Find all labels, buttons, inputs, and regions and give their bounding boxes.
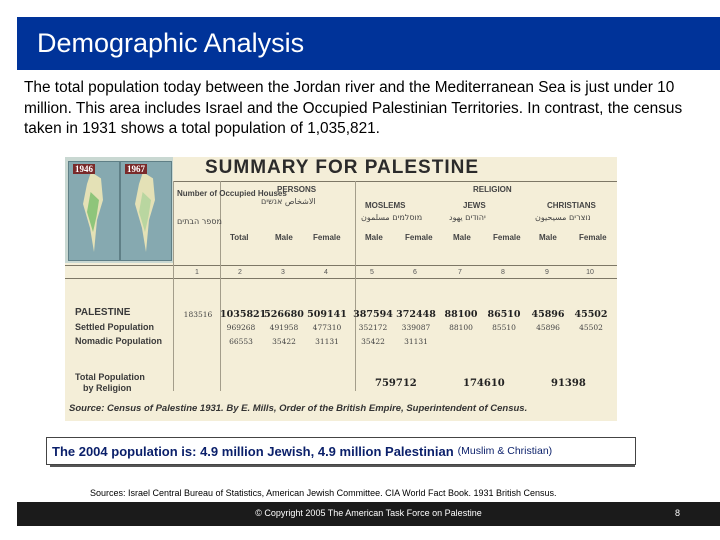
female-col-header: Female [313, 233, 341, 242]
persons-header: PERSONS [277, 185, 317, 194]
map-thumbnails [65, 157, 173, 263]
palestine-value: 45502 [574, 309, 608, 320]
religion-total-christians: 91398 [551, 378, 586, 389]
col-number: 1 [195, 269, 199, 276]
moslems-header: MOSLEMS [365, 201, 406, 210]
page-number: 8 [674, 508, 680, 518]
christians-female-header: Female [579, 233, 607, 242]
jews-female-header: Female [493, 233, 521, 242]
nomadic-value: 66553 [229, 337, 253, 346]
moslems-female-header: Female [405, 233, 433, 242]
male-col-header: Male [275, 233, 293, 242]
christians-header: CHRISTIANS [547, 201, 596, 210]
religion-total-moslems: 759712 [375, 378, 417, 389]
row-settled: Settled Population [75, 322, 155, 332]
religion-total-jews: 174610 [463, 378, 505, 389]
col-number: 10 [586, 269, 594, 276]
figure-source: Source: Census of Palestine 1931. By E. Mills, Order of the British Empire, Superintendent of Census. [69, 403, 528, 414]
map-1967 [120, 161, 172, 261]
note-sub-text: (Muslim & Christian) [457, 445, 553, 457]
settled-value: 491958 [269, 323, 299, 332]
col-number: 3 [281, 269, 285, 276]
houses-header-hebrew: מספר הבתים [177, 217, 222, 226]
slide-title: Demographic Analysis [37, 28, 305, 58]
col-number: 5 [370, 269, 374, 276]
religion-header: RELIGION [473, 185, 512, 194]
col-number: 2 [238, 269, 242, 276]
figure-title: SUMMARY FOR PALESTINE [205, 157, 479, 178]
palestine-value: 526680 [264, 309, 304, 320]
sources-text: Sources: Israel Central Bureau of Statistics, American Jewish Committee. CIA World Fact Book. 1931 British Census. [90, 488, 557, 498]
title-bar [17, 17, 720, 70]
map-1946 [68, 161, 120, 261]
copyright-text: © Copyright 2005 The American Task Force on Palestine [255, 508, 482, 518]
houses-value: 183516 [183, 310, 213, 319]
col-number: 9 [545, 269, 549, 276]
row-total: Total Population [75, 372, 145, 382]
christians-header-hebrew: נוצרים مسيحيون [535, 213, 591, 222]
settled-value: 85510 [492, 323, 516, 332]
row-palestine: PALESTINE [75, 307, 131, 318]
row-total-by-religion: by Religion [83, 383, 132, 393]
moslems-header-hebrew: מוסלמים مسلمون [361, 213, 423, 222]
jews-header-hebrew: יהודים يهود [449, 213, 486, 222]
settled-value: 339087 [401, 323, 431, 332]
persons-header-hebrew: الاشخاص אנשים [261, 197, 316, 206]
settled-value: 45896 [536, 323, 560, 332]
settled-value: 45502 [579, 323, 603, 332]
col-number: 7 [458, 269, 462, 276]
footer-bar [17, 502, 720, 526]
palestine-value: 509141 [307, 309, 347, 320]
settled-value: 477310 [312, 323, 342, 332]
settled-value: 88100 [449, 323, 473, 332]
christians-male-header: Male [539, 233, 557, 242]
population-note [46, 437, 636, 465]
houses-header: Number of Occupied Houses [177, 189, 287, 198]
nomadic-value: 35422 [272, 337, 296, 346]
nomadic-value: 31131 [404, 337, 428, 346]
palestine-value: 45896 [531, 309, 565, 320]
map-year-1946: 1946 [75, 164, 93, 174]
moslems-male-header: Male [365, 233, 383, 242]
palestine-value: 1035821 [220, 309, 267, 320]
map-year-1967: 1967 [127, 164, 145, 174]
palestine-value: 86510 [487, 309, 521, 320]
row-nomadic: Nomadic Population [75, 336, 163, 346]
palestine-value: 372448 [396, 309, 436, 320]
col-number: 4 [324, 269, 328, 276]
settled-value: 969268 [226, 323, 256, 332]
palestine-value: 387594 [353, 309, 393, 320]
settled-value: 352172 [358, 323, 388, 332]
jews-header: JEWS [463, 201, 486, 210]
palestine-value: 88100 [444, 309, 478, 320]
nomadic-value: 31131 [315, 337, 339, 346]
jews-male-header: Male [453, 233, 471, 242]
col-number: 6 [413, 269, 417, 276]
total-col-header: Total [230, 233, 249, 242]
nomadic-value: 35422 [361, 337, 385, 346]
note-main-text: The 2004 population is: 4.9 million Jewish, 4.9 million Palestinian [52, 443, 454, 459]
col-number: 8 [501, 269, 505, 276]
census-figure [65, 157, 617, 421]
intro-text: The total population today between the Jordan river and the Mediterranean Sea is just under 10 million. This area includes Israel and the Occupied Palestinian Territories. In contrast, the census taken in 1931 shows a total population of 1,035,821. [24, 79, 683, 137]
